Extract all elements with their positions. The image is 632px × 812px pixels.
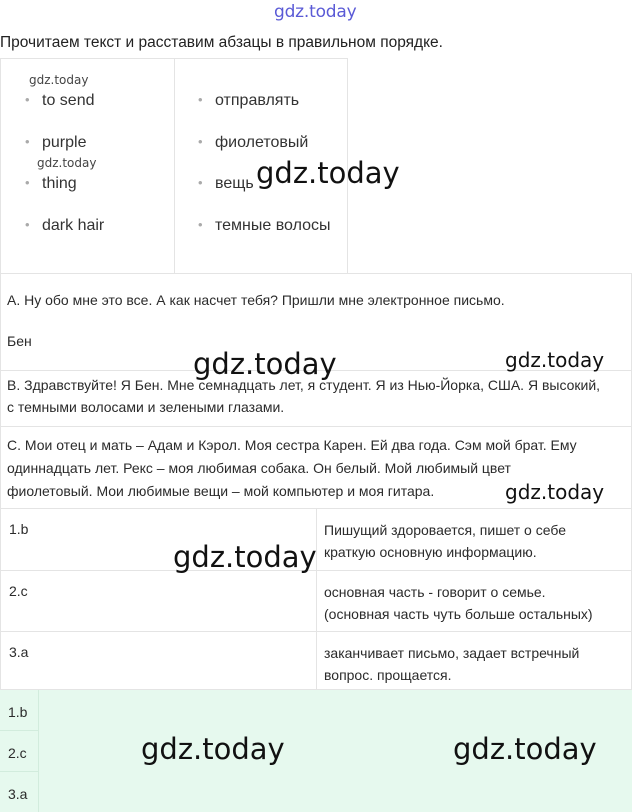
site-logo[interactable]: gdz.today xyxy=(274,2,357,22)
paragraph-a: A. Ну обо мне это все. А как насчет тебя? Пришли мне электронное письмо. xyxy=(7,292,505,308)
table-cell-number: 1.b xyxy=(9,521,29,537)
table-cell-number: 2.c xyxy=(9,583,28,599)
table-row xyxy=(0,690,38,730)
divider xyxy=(1,426,631,427)
bullet-icon: • xyxy=(25,92,30,107)
table-cell-description: основная часть - говорит о семье. (основная часть чуть больше остальных) xyxy=(324,584,593,622)
table-row xyxy=(1,631,631,691)
bullet-icon: • xyxy=(198,217,203,232)
bullet-icon: • xyxy=(198,92,203,107)
answer-item: 2.c xyxy=(8,745,27,761)
paragraph-c-line3: фиолетовый. Мои любимые вещи – мой компьютер и моя гитара. xyxy=(7,483,435,499)
watermark: gdz.today xyxy=(256,156,400,190)
bullet-icon: • xyxy=(25,217,30,232)
paragraph-a-signature: Бен xyxy=(7,333,32,349)
paragraph-b-line2: с темными волосами и зелеными глазами. xyxy=(7,399,285,415)
watermark: gdz.today xyxy=(505,348,605,372)
watermark: gdz.today xyxy=(173,540,317,574)
vocabulary-table: • to send • purple • thing • dark hair • отправлять • фиолетовый • вещь • темные волосы gdz.today gdz.today xyxy=(0,58,348,274)
page-title: Прочитаем текст и расставим абзацы в правильном порядке. xyxy=(0,34,443,51)
bullet-icon: • xyxy=(25,175,30,190)
paragraph-c-line2: одиннадцать лет. Рекс – моя любимая собака. Он белый. Мой любимый цвет xyxy=(7,460,511,476)
bullet-icon: • xyxy=(25,134,30,149)
bullet-icon: • xyxy=(198,175,203,190)
watermark: gdz.today xyxy=(29,73,89,87)
watermark: gdz.today xyxy=(505,480,605,504)
watermark: gdz.today xyxy=(37,156,97,170)
table-cell-description: Пишущий здоровается, пишет о себе краткую основную информацию. xyxy=(324,522,567,560)
watermark: gdz.today xyxy=(141,732,285,766)
table-row xyxy=(1,570,631,631)
paragraphs-box xyxy=(0,273,632,509)
table-cell-number: 3.a xyxy=(9,644,29,660)
matching-table xyxy=(0,508,632,690)
table-row xyxy=(0,771,38,812)
column-divider xyxy=(38,690,39,812)
watermark: gdz.today xyxy=(453,732,597,766)
paragraph-c-line1: C. Мои отец и мать – Адам и Кэрол. Моя сестра Карен. Ей два года. Сэм мой брат. Ему xyxy=(7,437,577,453)
answer-item: 3.a xyxy=(8,786,28,802)
column-divider xyxy=(174,59,175,273)
table-cell-description: заканчивает письмо, задает встречный вопрос. прощается. xyxy=(324,645,580,683)
answer-item: 1.b xyxy=(8,704,28,720)
bullet-icon: • xyxy=(198,134,203,149)
paragraph-b-line1: B. Здравствуйте! Я Бен. Мне семнадцать лет, я студент. Я из Нью-Йорка, США. Я высокий, xyxy=(7,377,601,393)
watermark: gdz.today xyxy=(193,347,337,381)
table-row xyxy=(0,730,38,771)
